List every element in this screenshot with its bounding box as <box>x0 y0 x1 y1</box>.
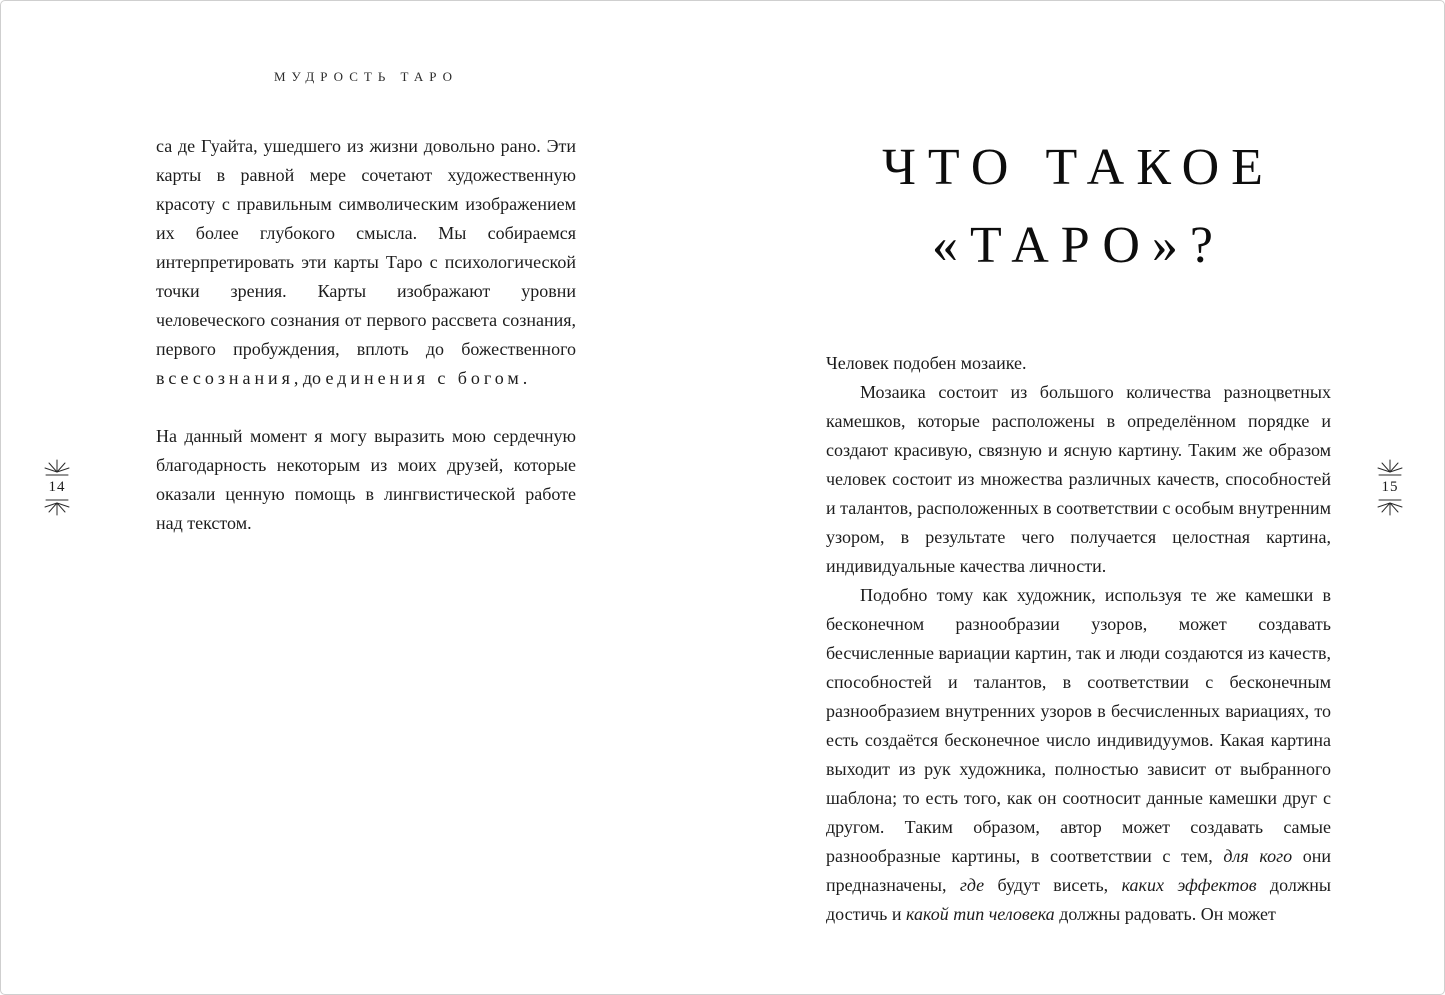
left-paragraph-1 <box>156 132 576 393</box>
right-page-body <box>826 349 1331 929</box>
chapter-title <box>826 129 1331 285</box>
page-number: 15 <box>1381 479 1399 495</box>
paragraph-text: Подобно тому как художник, используя те же камешки в бесконечном разнообразии узоров, может создавать бесчисленные вариации картин, так и люди создаются из качеств, способностей и талантов, в соответствии с бесконечным разнообразием внутренних узоров в бесчисленных вариациях, то есть создаётся бесконечное число индивидуумов. Какая картина выходит из рук художника, полностью зависит от выбранного шаблона; то есть того, как он соотносит данные камешки друг с другом. Таким образом, автор может создавать самые разнообразные картины, в соответствии с тем, <box>826 585 1331 866</box>
fleuron-ornament-icon <box>43 499 71 516</box>
letterspaced-phrase: всесознания <box>156 368 294 388</box>
right-paragraph-2: Мозаика состоит из большого количества разноцветных камешков, которые расположены в определённом порядке и создают красивую, связную и ясную картину. Таким же образом человек состоит из множества различных качеств, способностей и талантов, расположенных в соответствии с особым внутренним узором, в результате чего получается целостная картина, индивидуальные качества личности. <box>826 382 1331 576</box>
paragraph-text: са де Гуайта, ушедшего из жизни довольно рано. Эти карты в равной мере сочетают художественную красоту с правильным символическим изображением их более глубокого смысла. Мы собираемся интерпретировать эти карты Таро с психологической точки зрения. Карты изображают уровни человеческого сознания от первого рассвета сознания, первого пробуждения, вплоть до божественного <box>156 136 576 359</box>
right-page-marker <box>1368 459 1412 516</box>
fleuron-ornament-icon <box>1376 459 1404 476</box>
paragraph-text: они предназначены, <box>826 846 1332 895</box>
page-number: 14 <box>48 479 66 495</box>
running-header: МУДРОСТЬ ТАРО <box>273 69 459 84</box>
chapter-title-line-1: ЧТО ТАКОЕ <box>882 139 1275 196</box>
right-paragraph-3 <box>826 581 1331 929</box>
right-paragraph-1: Человек подобен мозаике. <box>826 353 1027 373</box>
italic-phrase: каких эффектов <box>1121 875 1257 895</box>
paragraph-text: должны радовать. Он может <box>1054 904 1276 924</box>
paragraph-text: , до <box>293 368 326 388</box>
italic-phrase: где <box>959 875 985 895</box>
paragraph-text: . <box>522 368 528 388</box>
italic-phrase: какой тип человека <box>906 904 1055 924</box>
paragraph-text: должны достичь и <box>826 875 1331 924</box>
fleuron-ornament-icon <box>1376 499 1404 516</box>
paragraph-text: будут висеть, <box>984 875 1122 895</box>
left-paragraph-2: На данный момент я могу выразить мою сердечную благодарность некоторым из моих друзей, которые оказали ценную помощь в лингвистической работе над текстом. <box>156 426 576 533</box>
letterspaced-phrase: единения с богом <box>325 368 523 388</box>
fleuron-ornament-icon <box>43 459 71 476</box>
left-page-body <box>156 132 576 538</box>
italic-phrase: для кого <box>1223 846 1293 866</box>
chapter-title-line-2: «ТАРО»? <box>932 217 1225 274</box>
left-page-marker <box>35 459 79 516</box>
